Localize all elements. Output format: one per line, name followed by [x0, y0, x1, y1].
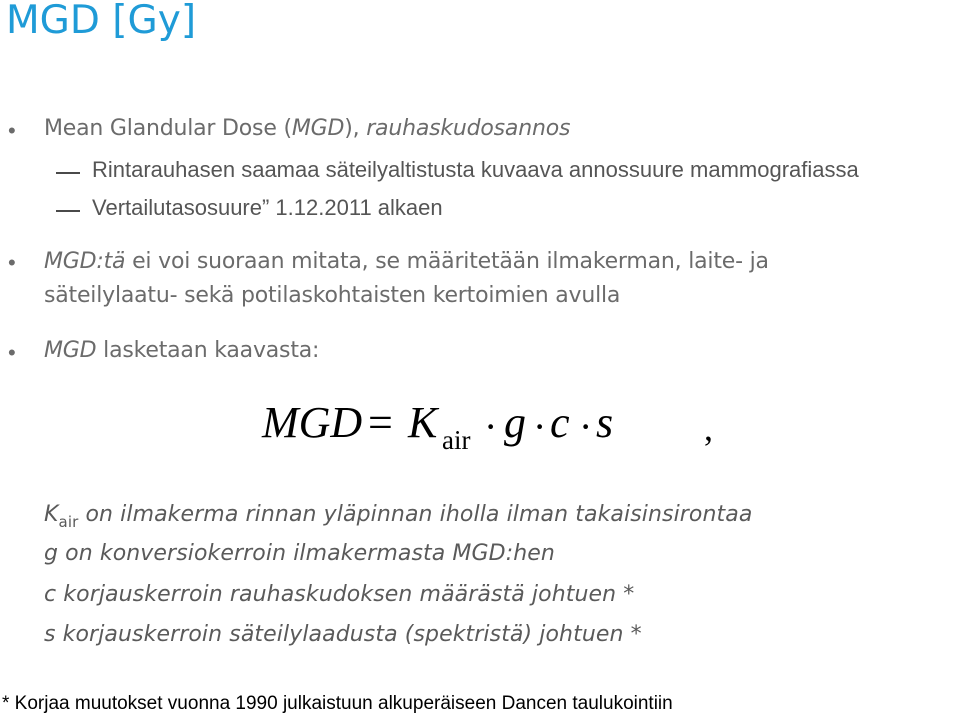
definition-kair [44, 502, 752, 531]
formula-dot: · [484, 404, 498, 449]
formula-dot: · [579, 404, 593, 449]
bullet-1-mgd: MGD [291, 116, 345, 141]
formula-dot: · [533, 404, 547, 449]
bullet-marker: • [8, 340, 16, 365]
formula-k-subscript: air [442, 425, 471, 455]
bullet-2-line-1 [44, 249, 769, 274]
sub-bullet-1: Rintarauhasen saamaa säteilyaltistusta kuvaava annossuure mammografiassa [92, 157, 859, 182]
definition-s: s korjauskerroin säteilylaadusta (spektristä) johtuen * [44, 622, 642, 647]
definition-kair-k: K [44, 502, 59, 527]
bullet-3-text [44, 338, 319, 363]
formula-comma: , [704, 408, 713, 448]
definition-g: g on konversiokerroin ilmakermasta MGD:hen [44, 541, 555, 566]
formula-k: K [408, 398, 438, 447]
formula-g: g [504, 398, 526, 447]
slide-title: MGD [Gy] [6, 0, 197, 43]
formula-s: s [596, 398, 614, 447]
sub-bullet-2: Vertailutasosuure” 1.12.2011 alkaen [92, 195, 443, 220]
bullet-3-mgd: MGD [44, 338, 97, 363]
definition-kair-sub: air [58, 513, 79, 531]
footnote: * Korjaa muutokset vuonna 1990 julkaistuun alkuperäiseen Dancen taulukointiin [2, 693, 673, 714]
formula-c: c [550, 398, 570, 447]
bullet-2-mgd: MGD:tä [44, 249, 126, 274]
bullet-marker: • [8, 118, 16, 143]
definition-kair-text: on ilmakerma rinnan yläpinnan iholla ilman takaisinsirontaa [78, 502, 753, 527]
bullet-3-rest: lasketaan kaavasta: [96, 338, 320, 363]
formula-equals: = [368, 398, 393, 447]
bullet-1-part-2: ), [344, 116, 367, 141]
bullet-2-rest: ei voi suoraan mitata, se määritetään ilmakerman, laite- ja [125, 249, 769, 274]
bullet-1-part-1: Mean Glandular Dose ( [44, 116, 292, 141]
bullet-marker: • [8, 250, 16, 275]
bullet-1-rauhaskudosannos: rauhaskudosannos [366, 116, 571, 141]
bullet-2-line-2: säteilylaatu- sekä potilaskohtaisten kertoimien avulla [44, 283, 621, 308]
dash-marker [56, 172, 80, 174]
definition-c: c korjauskerroin rauhaskudoksen määrästä johtuen * [44, 582, 635, 607]
formula-lhs: MGD [262, 398, 363, 447]
dash-marker [56, 210, 80, 212]
bullet-1-text [44, 116, 570, 141]
